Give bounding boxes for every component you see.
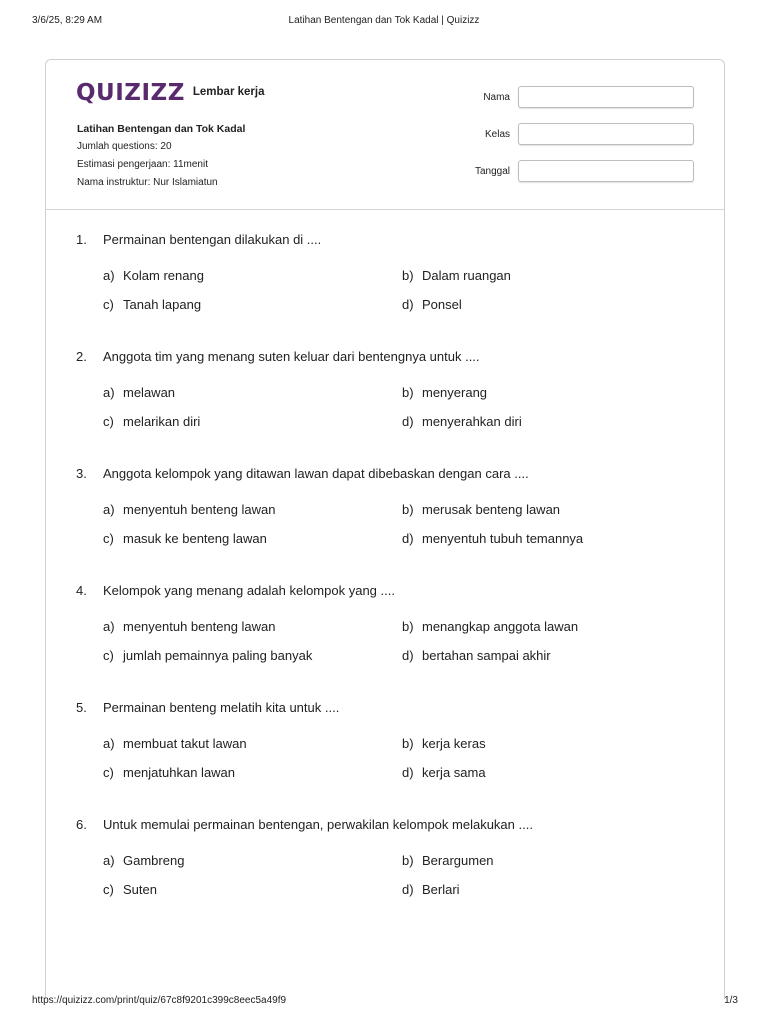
option-text: Kolam renang	[123, 268, 204, 283]
option-letter: c)	[103, 531, 114, 546]
quiz-meta	[77, 120, 245, 192]
option-text: Berargumen	[422, 853, 494, 868]
sheet-type-label: Lembar kerja	[192, 86, 265, 98]
question-item	[76, 583, 706, 700]
worksheet	[45, 59, 725, 999]
quiz-title: Latihan Bentengan dan Tok Kadal	[77, 123, 246, 135]
answer-option	[103, 297, 402, 315]
brand-row	[76, 80, 265, 106]
option-text: Gambreng	[123, 853, 185, 868]
answer-options	[103, 502, 706, 549]
question-text: Permainan bentengan dilakukan di ....	[103, 232, 322, 247]
option-text: jumlah pemainnya paling banyak	[123, 648, 313, 663]
instructor-name: Nama instruktur: Nur Islamiatun	[77, 177, 218, 188]
tanggal-input[interactable]	[518, 160, 694, 182]
option-text: kerja sama	[422, 765, 486, 780]
option-letter: d)	[402, 648, 414, 663]
option-text: Suten	[123, 882, 157, 897]
print-url: https://quizizz.com/print/quiz/67c8f9201c399c8eec5a49f9	[32, 995, 287, 1006]
option-letter: a)	[103, 853, 115, 868]
option-letter: a)	[103, 268, 115, 283]
question-number: 3.	[76, 466, 87, 481]
option-letter: a)	[103, 619, 115, 634]
option-text: melawan	[123, 385, 176, 400]
question-list	[76, 232, 706, 934]
question-text: Permainan benteng melatih kita untuk ....	[103, 700, 340, 715]
option-letter: c)	[103, 882, 114, 897]
option-letter: a)	[103, 385, 115, 400]
question-item	[76, 232, 706, 349]
question-number: 2.	[76, 349, 87, 364]
answer-option	[402, 385, 702, 403]
answer-option	[402, 853, 702, 871]
question-text: Anggota tim yang menang suten keluar dari bentengnya untuk ....	[103, 349, 480, 364]
answer-option	[402, 619, 702, 637]
answer-option	[103, 619, 402, 637]
question-item	[76, 349, 706, 466]
question-item	[76, 817, 706, 934]
option-text: Ponsel	[422, 297, 462, 312]
answer-option	[103, 502, 402, 520]
option-text: masuk ke benteng lawan	[123, 531, 267, 546]
option-letter: c)	[103, 765, 114, 780]
question-number: 6.	[76, 817, 87, 832]
option-letter: a)	[103, 736, 115, 751]
question-text: Untuk memulai permainan bentengan, perwakilan kelompok melakukan ....	[103, 817, 533, 832]
answer-option	[103, 853, 402, 871]
option-letter: b)	[402, 268, 414, 283]
option-text: membuat takut lawan	[123, 736, 247, 751]
option-letter: b)	[402, 853, 414, 868]
kelas-input[interactable]	[518, 123, 694, 145]
answer-option	[103, 765, 402, 783]
answer-option	[103, 531, 402, 549]
option-letter: d)	[402, 414, 414, 429]
answer-option	[103, 882, 402, 900]
option-letter: d)	[402, 297, 414, 312]
field-label: Tanggal	[474, 166, 510, 177]
option-letter: c)	[103, 648, 114, 663]
answer-option	[402, 882, 702, 900]
answer-option	[103, 385, 402, 403]
answer-option	[402, 414, 702, 432]
answer-option	[103, 268, 402, 286]
question-item	[76, 700, 706, 817]
answer-option	[402, 765, 702, 783]
option-text: bertahan sampai akhir	[422, 648, 551, 663]
option-letter: a)	[103, 502, 115, 517]
answer-option	[402, 502, 702, 520]
answer-option	[402, 648, 702, 666]
print-datetime: 3/6/25, 8:29 AM	[32, 15, 103, 26]
field-label: Kelas	[484, 129, 510, 140]
option-text: Dalam ruangan	[422, 268, 511, 283]
question-item	[76, 466, 706, 583]
option-letter: b)	[402, 385, 414, 400]
option-text: Berlari	[422, 882, 460, 897]
option-letter: b)	[402, 736, 414, 751]
nama-input[interactable]	[518, 86, 694, 108]
page-counter: 1/3	[724, 995, 738, 1006]
option-text: kerja keras	[422, 736, 486, 751]
field-nama	[446, 86, 696, 110]
answer-options	[103, 853, 706, 900]
answer-option	[402, 531, 702, 549]
option-letter: d)	[402, 531, 414, 546]
option-text: menyerang	[422, 385, 488, 400]
answer-options	[103, 736, 706, 783]
answer-options	[103, 268, 706, 315]
worksheet-header	[46, 60, 724, 210]
question-number: 4.	[76, 583, 87, 598]
answer-option	[402, 297, 702, 315]
question-count: Jumlah questions: 20	[77, 141, 172, 152]
field-kelas	[446, 123, 696, 147]
option-text: menyentuh benteng lawan	[123, 502, 276, 517]
option-text: menyentuh benteng lawan	[123, 619, 276, 634]
question-text: Anggota kelompok yang ditawan lawan dapat dibebaskan dengan cara ....	[103, 466, 529, 481]
option-letter: c)	[103, 414, 114, 429]
quizizz-logo: QUIZIZZ	[76, 80, 185, 106]
question-number: 5.	[76, 700, 87, 715]
answer-option	[402, 736, 702, 754]
option-text: merusak benteng lawan	[422, 502, 561, 517]
answer-option	[103, 414, 402, 432]
option-text: menyentuh tubuh temannya	[422, 531, 584, 546]
question-number: 1.	[76, 232, 87, 247]
option-text: melarikan diri	[123, 414, 201, 429]
time-estimate: Estimasi pengerjaan: 11menit	[77, 159, 208, 170]
option-text: Tanah lapang	[123, 297, 202, 312]
field-label: Nama	[483, 92, 510, 103]
option-letter: d)	[402, 882, 414, 897]
field-tanggal	[446, 160, 696, 184]
option-letter: c)	[103, 297, 114, 312]
print-page-title: Latihan Bentengan dan Tok Kadal | Quizizz	[288, 15, 480, 26]
option-letter: b)	[402, 619, 414, 634]
option-text: menjatuhkan lawan	[123, 765, 236, 780]
answer-option	[103, 648, 402, 666]
answer-option	[402, 268, 702, 286]
option-letter: d)	[402, 765, 414, 780]
option-letter: b)	[402, 502, 414, 517]
answer-options	[103, 385, 706, 432]
option-text: menyerahkan diri	[422, 414, 522, 429]
option-text: menangkap anggota lawan	[422, 619, 579, 634]
answer-options	[103, 619, 706, 666]
question-text: Kelompok yang menang adalah kelompok yang ....	[103, 583, 395, 598]
answer-option	[103, 736, 402, 754]
